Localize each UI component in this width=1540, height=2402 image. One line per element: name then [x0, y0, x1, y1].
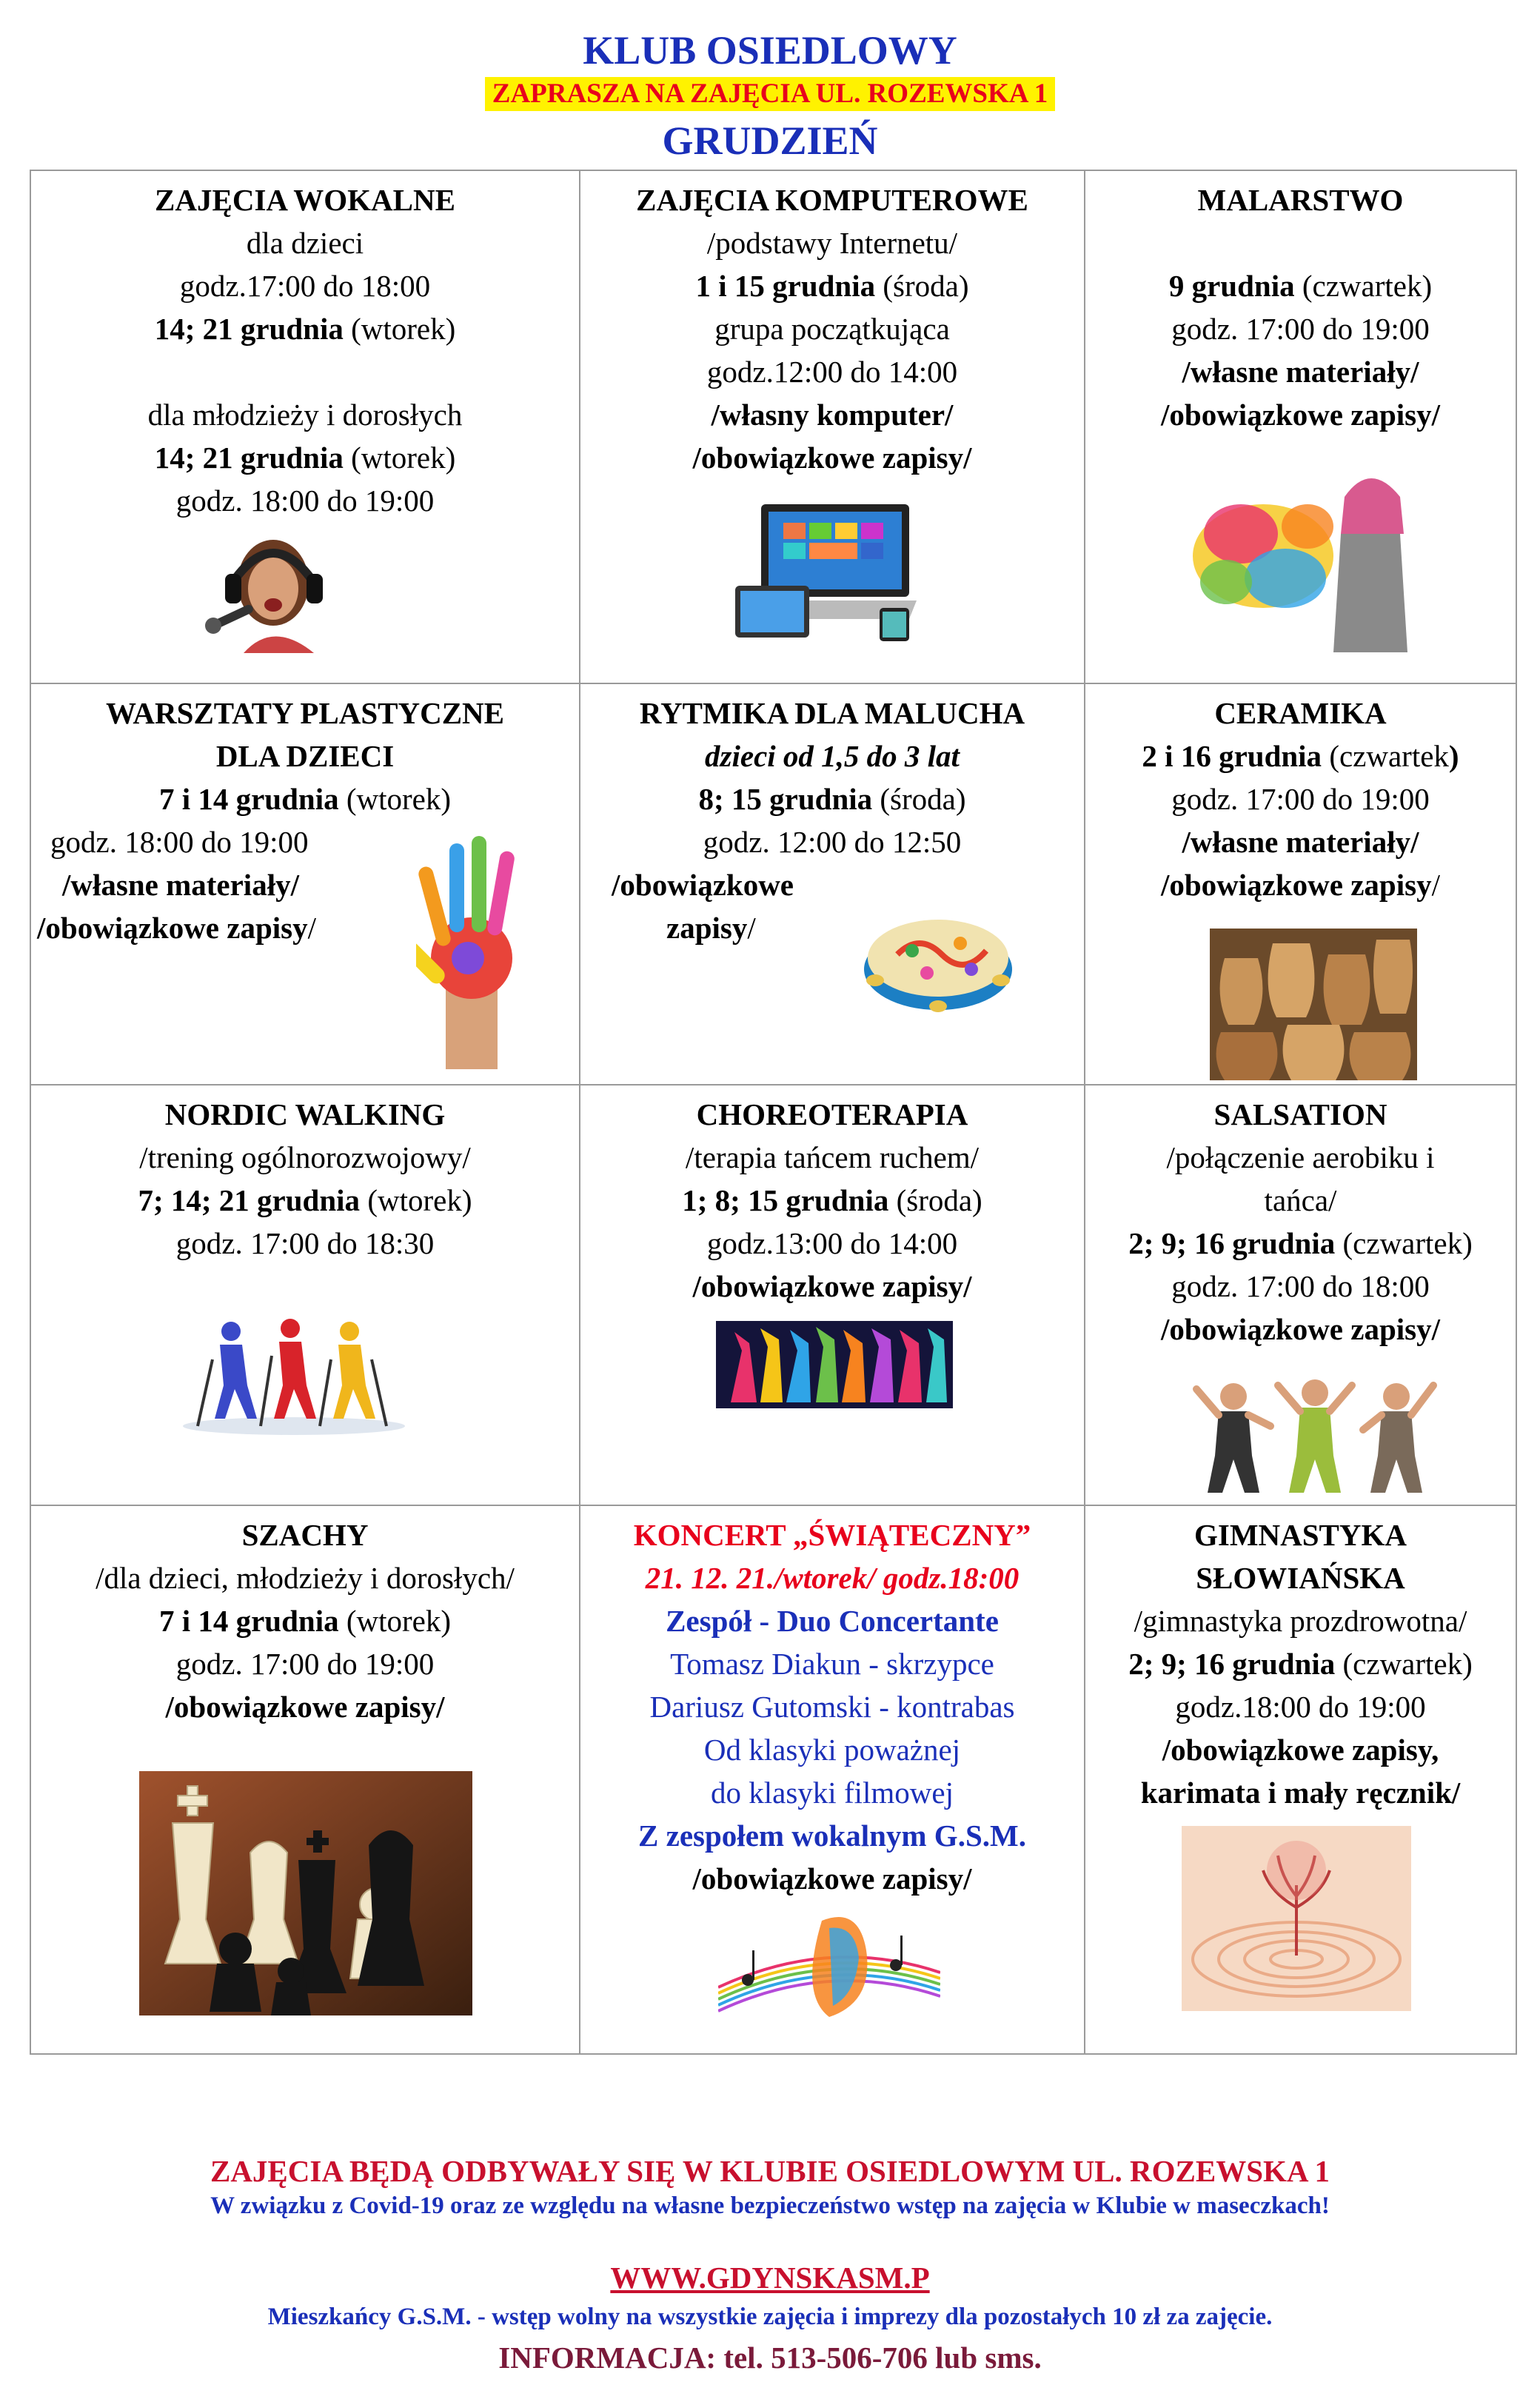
cell-text: grupa początkująca	[714, 312, 950, 346]
cell-text: godz. 17:00 do 19:00	[1171, 782, 1430, 816]
cell-text: godz. 12:00 do 12:50	[703, 825, 962, 859]
cell-text: Tomasz Diakun - skrzypce	[670, 1647, 994, 1681]
cell-text: /	[1431, 868, 1440, 902]
cell-text: godz. 17:00 do 18:00	[1171, 1269, 1430, 1303]
water-ripple-tree-icon	[1182, 1826, 1411, 2011]
dancing-people-icon	[1189, 1374, 1441, 1496]
subtitle-banner: ZAPRASZA NA ZAJĘCIA UL. ROZEWSKA 1	[485, 77, 1055, 111]
tambourine-icon	[860, 899, 1016, 1017]
cell-title: ZAJĘCIA WOKALNE	[155, 183, 455, 217]
date-text: 7 i 14 grudnia	[158, 782, 339, 816]
date-text: 9 grudnia	[1168, 269, 1295, 303]
cell-text: /obowiązkowe zapisy,	[1162, 1733, 1439, 1767]
date-text: 8; 15 grudnia	[698, 782, 873, 816]
music-notes-icon	[718, 1906, 940, 2024]
cell-text: /	[307, 911, 317, 945]
cell-text: godz. 18:00 do 19:00	[50, 825, 309, 859]
cell-text: godz. 18:00 do 19:00	[175, 484, 435, 518]
day-text: (wtorek)	[360, 1183, 472, 1217]
footer-website-link[interactable]: WWW.GDYNSKASM.P	[610, 2261, 930, 2295]
cell-text: /własne materiały/	[1182, 825, 1419, 859]
cell-chess	[30, 1505, 580, 2054]
footer-contact: INFORMACJA: tel. 513-506-706 lub sms.	[498, 2341, 1042, 2375]
cell-text: Od klasyki poważnej	[703, 1733, 961, 1767]
cell-title: CHOREOTERAPIA	[696, 1097, 968, 1131]
date-text: 1 i 15 grudnia	[695, 269, 876, 303]
clay-pots-icon	[1210, 929, 1417, 1080]
date-text: 7; 14; 21 grudnia	[138, 1183, 361, 1217]
cell-text: /trening ogólnorozwojowy/	[139, 1140, 471, 1174]
nordic-walkers-icon	[179, 1315, 409, 1437]
day-text: (czwartek)	[1335, 1647, 1473, 1681]
cell-text: godz.13:00 do 14:00	[706, 1226, 958, 1260]
footer-location: ZAJĘCIA BĘDĄ ODBYWAŁY SIĘ W KLUBIE OSIEDLOWYM UL. ROZEWSKA 1	[210, 2154, 1330, 2188]
cell-title: ZAJĘCIA KOMPUTEROWE	[636, 183, 1028, 217]
cell-title: SŁOWIAŃSKA	[1196, 1561, 1405, 1595]
cell-text: /obowiązkowe zapisy/	[1161, 1312, 1440, 1346]
singer-with-headphones-icon	[203, 531, 332, 653]
day-text: (czwartek)	[1294, 269, 1433, 303]
cell-title: MALARSTWO	[1197, 183, 1404, 217]
cell-title: SZACHY	[241, 1518, 369, 1552]
day-text: )	[1448, 739, 1459, 773]
cell-text: /podstawy Internetu/	[706, 226, 958, 260]
cell-text: /własne materiały/	[1182, 355, 1419, 389]
day-text: (czwartek)	[1335, 1226, 1473, 1260]
date-text: 1; 8; 15 grudnia	[682, 1183, 889, 1217]
day-text: (wtorek)	[343, 312, 456, 346]
laptop-tablet-phone-icon	[732, 497, 924, 645]
cell-salsation	[1085, 1085, 1516, 1505]
cell-text: Zespół - Duo Concertante	[666, 1604, 999, 1638]
cell-rhythm	[580, 683, 1085, 1085]
cell-choreo	[580, 1085, 1085, 1505]
cell-text: dzieci od 1,5 do 3 lat	[705, 739, 960, 773]
day-text: (wtorek)	[338, 782, 452, 816]
day-text: (środa)	[872, 782, 966, 816]
cell-crafts	[30, 683, 580, 1085]
cell-nordic	[30, 1085, 580, 1505]
cell-vocal	[30, 170, 580, 683]
cell-text: Dariusz Gutomski - kontrabas	[649, 1690, 1015, 1724]
day-text: (wtorek)	[343, 441, 456, 475]
cell-text: do klasyki filmowej	[711, 1776, 954, 1810]
cell-title: DLA DZIECI	[215, 739, 395, 773]
cell-title: SALSATION	[1213, 1097, 1387, 1131]
date-text: 14; 21 grudnia	[154, 312, 344, 346]
cell-text: godz.18:00 do 19:00	[1175, 1690, 1426, 1724]
cell-text: /gimnastyka prozdrowotna/	[1134, 1604, 1467, 1638]
cell-computer	[580, 170, 1085, 683]
page-title: KLUB OSIEDLOWY	[583, 28, 957, 73]
cell-text: godz. 17:00 do 19:00	[175, 1647, 435, 1681]
cell-text: /obowiązkowe zapisy	[37, 911, 308, 945]
day-text: (środa)	[875, 269, 969, 303]
date-text: 2 i 16 grudnia	[1142, 739, 1322, 773]
paint-splash-icon	[1182, 452, 1426, 660]
cell-text: /własne materiały/	[62, 868, 299, 902]
month-heading: GRUDZIEŃ	[662, 118, 878, 163]
cell-text: /terapia tańcem ruchem/	[685, 1140, 980, 1174]
cell-title: KONCERT „ŚWIĄTECZNY”	[633, 1518, 1031, 1552]
cell-title: CERAMIKA	[1214, 696, 1387, 730]
cell-text: /obowiązkowe zapisy	[1160, 868, 1432, 902]
cell-title: WARSZTATY PLASTYCZNE	[105, 696, 505, 730]
footer-fee-info: Mieszkańcy G.S.M. - wstęp wolny na wszystkie zajęcia i imprezy dla pozostałych 10 zł za zajęcie.	[267, 2304, 1273, 2330]
cell-text: /obowiązkowe zapisy/	[692, 441, 972, 475]
day-text: (czwartek	[1322, 739, 1449, 773]
cell-title: RYTMIKA DLA MALUCHA	[639, 696, 1025, 730]
cell-text: /obowiązkowe zapisy/	[692, 1269, 972, 1303]
cell-text: dla dzieci	[246, 226, 364, 260]
cell-text: /obowiązkowe	[612, 868, 794, 902]
date-text: 14; 21 grudnia	[154, 441, 344, 475]
cell-text: dla młodzieży i dorosłych	[147, 398, 463, 432]
cell-ceramics	[1085, 683, 1516, 1085]
date-text: 2; 9; 16 grudnia	[1128, 1226, 1336, 1260]
cell-title: NORDIC WALKING	[164, 1097, 446, 1131]
cell-text: zapisy	[666, 911, 748, 945]
cell-text: tańca/	[1264, 1183, 1337, 1217]
cell-text: karimata i mały ręcznik/	[1140, 1776, 1461, 1810]
cell-text: /obowiązkowe zapisy/	[165, 1690, 445, 1724]
cell-concert	[580, 1505, 1085, 2054]
date-text: 7 i 14 grudnia	[158, 1604, 339, 1638]
subtitle-wrap	[0, 77, 1540, 111]
day-text: (środa)	[888, 1183, 982, 1217]
cell-title: GIMNASTYKA	[1194, 1518, 1407, 1552]
cell-text: /połączenie aerobiku i	[1166, 1140, 1435, 1174]
cell-text: 21. 12. 21./wtorek/ godz.18:00	[645, 1561, 1020, 1595]
cell-text: /obowiązkowe zapisy/	[1161, 398, 1440, 432]
cell-text: /obowiązkowe zapisy/	[692, 1861, 972, 1896]
cell-text: /własny komputer/	[711, 398, 954, 432]
painted-hand-icon	[416, 832, 527, 1069]
cell-gym	[1085, 1505, 1516, 2054]
cell-text: Z zespołem wokalnym G.S.M.	[638, 1819, 1026, 1853]
cell-text: godz. 17:00 do 18:30	[175, 1226, 435, 1260]
cell-text: godz. 17:00 do 19:00	[1171, 312, 1430, 346]
cell-text: /dla dzieci, młodzieży i dorosłych/	[96, 1561, 515, 1595]
cell-painting	[1085, 170, 1516, 683]
footer-covid-notice: W związku z Covid-19 oraz ze względu na własne bezpieczeństwo wstęp na zajęcia w Klubie w maseczkach!	[210, 2192, 1330, 2219]
cell-text: /	[747, 911, 756, 945]
schedule-grid	[30, 170, 1517, 2055]
cell-text: godz.17:00 do 18:00	[179, 269, 431, 303]
day-text: (wtorek)	[338, 1604, 452, 1638]
chess-pieces-icon	[139, 1771, 472, 2015]
dancers-silhouette-icon	[716, 1321, 953, 1408]
cell-text: godz.12:00 do 14:00	[706, 355, 958, 389]
date-text: 2; 9; 16 grudnia	[1128, 1647, 1336, 1681]
